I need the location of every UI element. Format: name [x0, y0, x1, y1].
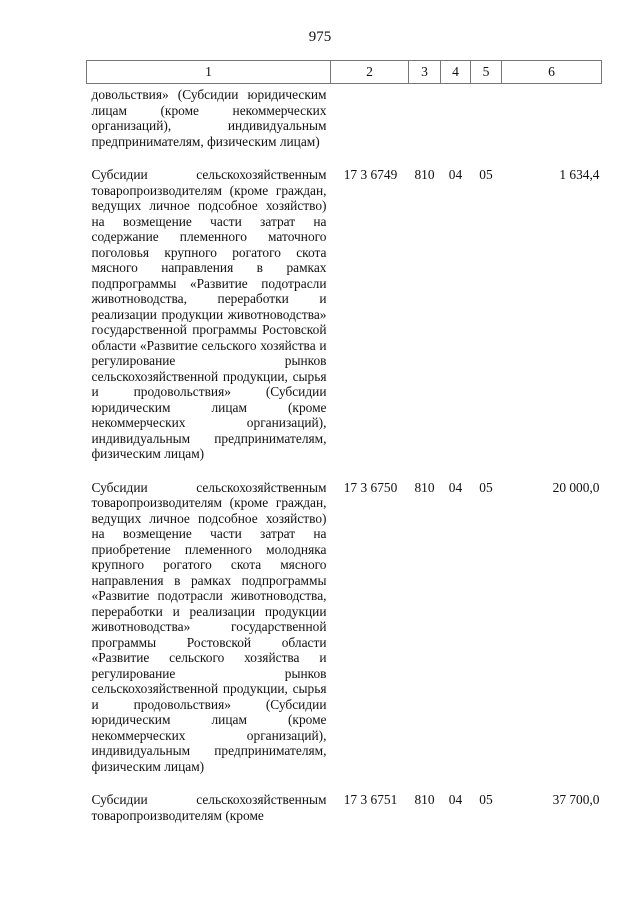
row-code [331, 87, 409, 149]
table-row [87, 87, 602, 149]
row-code: 17 3 6750 [343, 479, 398, 495]
row-name: Субсидии сельскохозяйственным товаропроизводителям (кроме [91, 792, 327, 823]
row-code: 17 3 6751 [343, 792, 398, 807]
column-header-rz: 4 [441, 61, 471, 84]
table-row [87, 167, 602, 462]
table-row [87, 480, 602, 775]
column-header-sum: 6 [502, 61, 602, 84]
column-header-pr: 5 [471, 61, 502, 84]
row-rz [441, 87, 471, 149]
column-header-ved: 3 [409, 61, 441, 84]
row-sum: 20 000,0 [552, 479, 600, 495]
page-number: 975 [308, 29, 332, 45]
table-header-row [87, 61, 602, 84]
row-rz: 04 [448, 167, 463, 182]
row-pr: 05 [479, 479, 493, 495]
row-code: 17 3 6749 [343, 167, 398, 182]
row-ved [409, 87, 441, 149]
row-sum: 37 700,0 [552, 792, 600, 807]
row-pr [471, 87, 502, 149]
row-sum: 1 634,4 [559, 167, 600, 182]
row-ved: 810 [414, 792, 435, 807]
column-header-code: 2 [331, 61, 409, 84]
row-name: довольствия» (Субсидии юридическим лицам (кроме некоммерческих организаций), индивидуальным предпринимателям, физическим лицам) [91, 87, 327, 149]
row-rz: 04 [448, 479, 463, 495]
budget-table [86, 60, 602, 823]
row-ved: 810 [414, 167, 435, 182]
row-rz: 04 [448, 792, 463, 807]
column-header-name: 1 [87, 61, 331, 84]
row-name: Субсидии сельскохозяйственным товаропроизводителям (кроме граждан, ведущих личное подсобное хозяйство) на возмещение части затрат на приобретение племенного молодняка крупного рогатого скота мясного направления в рамках подпрограммы «Развитие подотрасли животноводства, переработки и реализации продукции животноводства» государственной программы Ростовской области «Развитие сельского хозяйства и регулирование рынков сельскохозяйственной продукции, сырья и продовольствия» (Субсидии юридическим лицам (кроме некоммерческих организаций), индивидуальным предпринимателям, физическим лицам) [91, 479, 327, 774]
table-row [87, 792, 602, 823]
row-pr: 05 [479, 792, 493, 807]
row-sum [502, 87, 602, 149]
row-name: Субсидии сельскохозяйственным товаропроизводителям (кроме граждан, ведущих личное подсобное хозяйство) на возмещение части затрат на содержание племенного маточного поголовья крупного рогатого скота мясного направления в рамках подпрограммы «Развитие подотрасли животноводства, переработки и реализации продукции животноводства» государственной программы Ростовской области «Развитие сельского хозяйства и регулирование рынков сельскохозяйственной продукции, сырья и продовольствия» (Субсидии юридическим лицам (кроме некоммерческих организаций), индивидуальным предпринимателям, физическим лицам) [91, 167, 327, 461]
row-ved: 810 [414, 479, 435, 495]
row-pr: 05 [479, 167, 493, 182]
